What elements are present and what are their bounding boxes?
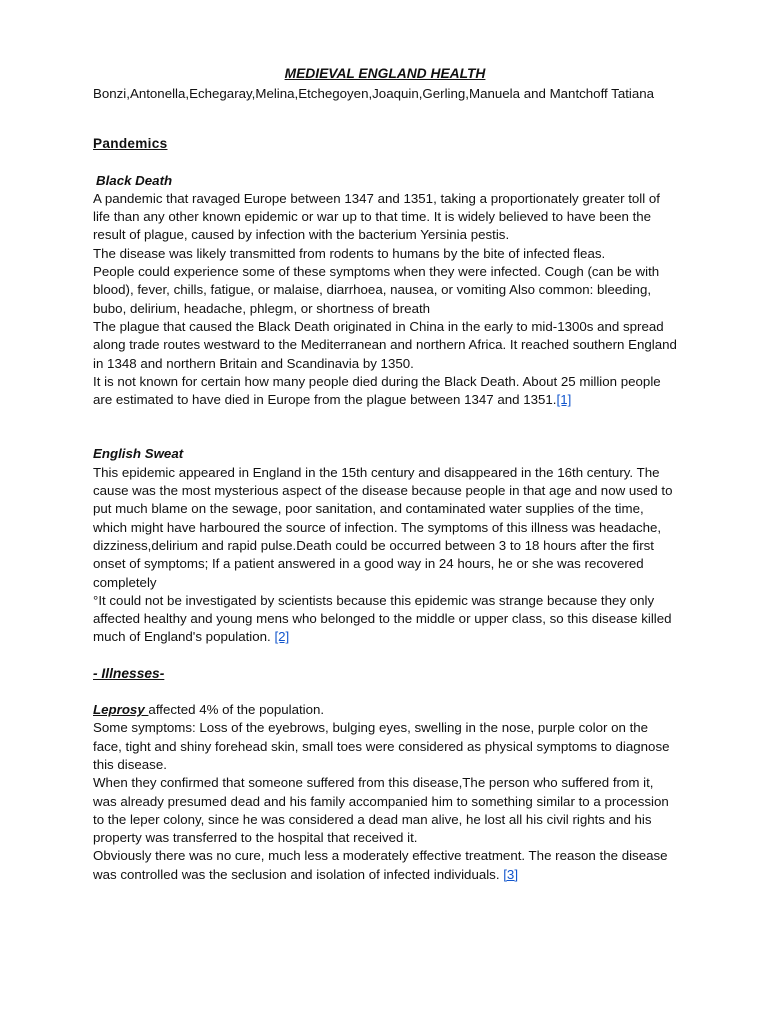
english-sweat-paragraph-2-text: °It could not be investigated by scientists because this epidemic was strange because they only affected healthy and young mens who belonged to the middle or upper class, so this disease killed much of England's population. [93, 592, 672, 645]
reference-link-3[interactable]: [3] [503, 866, 519, 882]
black-death-heading: Black Death [96, 172, 173, 188]
section-spacer [93, 409, 677, 445]
reference-link-2[interactable]: [2] [274, 629, 290, 645]
document-body [93, 62, 677, 884]
black-death-paragraph-5-text: It is not known for certain how many people died during the Black Death. About 25 million people are estimated to have died in Europe from the plague between 1347 and 1351. [93, 373, 661, 408]
english-sweat-paragraph-1: This epidemic appeared in England in the 15th century and disappeared in the 16th century. The cause was the most mysterious aspect of the disease because people in that age and now used to put much blame on the sewage, poor sanitation, and contaminated water supplies of the time, which might have harboured the source of infection. The symptoms of this illness was headache, dizziness,delirium and rapid pulse.Death could be occurred between 3 to 18 hours after the first onset of symptoms; If a patient answered in a good way in 24 hours, he or she was recovered completely [93, 464, 673, 590]
black-death-paragraph-4: The plague that caused the Black Death originated in China in the early to mid-1300s and spread along trade routes westward to the Mediterranean and northern Africa. It reached southern England in 1348 and northern Britain and Scandinavia by 1350. [93, 318, 677, 371]
english-sweat-paragraph-2 [93, 592, 677, 647]
black-death-paragraph-3: People could experience some of these symptoms when they were infected. Cough (can be with blood), fever, chills, fatigue, or malaise, diarrhoea, nausea, or vomiting Also common: bleeding, bubo, delirium, headache, phlegm, or shortness of breath [93, 264, 660, 316]
leprosy-paragraph-3 [93, 847, 677, 884]
black-death-paragraph-2: The disease was likely transmitted from rodents to humans by the bite of infected fleas. [93, 245, 606, 261]
leprosy-intro-text: affected 4% of the population. [148, 702, 325, 718]
black-death-paragraph-5 [93, 373, 677, 410]
document-title: MEDIEVAL ENGLAND HEALTH [284, 66, 486, 81]
leprosy-paragraph-3-text: Obviously there was no cure, much less a moderately effective treatment. The reason the disease was controlled was the seclusion and isolation of infected individuals. [93, 848, 668, 882]
authors-line: Bonzi,Antonella,Echegaray,Melina,Etchegoyen,Joaquin,Gerling,Manuela and Mantchoff Tatiana [93, 86, 655, 101]
english-sweat-heading: English Sweat [93, 446, 184, 462]
reference-link-1[interactable]: [1] [556, 392, 572, 408]
leprosy-term: Leprosy [93, 702, 149, 718]
leprosy-paragraph-2: When they confirmed that someone suffered from this disease,The person who suffered from it, was already presumed dead and his family accompanied him to something similar to a procession to the leper colony, since he was considered a dead man alive, he lost all his civil rights and his property was transferred to the hospital that received it. [93, 775, 669, 846]
black-death-paragraph-1: A pandemic that ravaged Europe between 1347 and 1351, taking a proportionately greater toll of life than any other known epidemic or war up to that time. It is widely believed to have been the result of plague, caused by infection with the bacterium Yersinia pestis. [93, 190, 660, 243]
leprosy-paragraph-1: Some symptoms: Loss of the eyebrows, bulging eyes, swelling in the nose, purple color on the face, tight and shiny forehead skin, small toes were considered as physical symptoms to diagnose this disease. [93, 720, 670, 772]
leprosy-intro [93, 701, 677, 719]
pandemics-heading: Pandemics [93, 136, 168, 152]
illnesses-heading: - Illnesses- [93, 665, 165, 681]
